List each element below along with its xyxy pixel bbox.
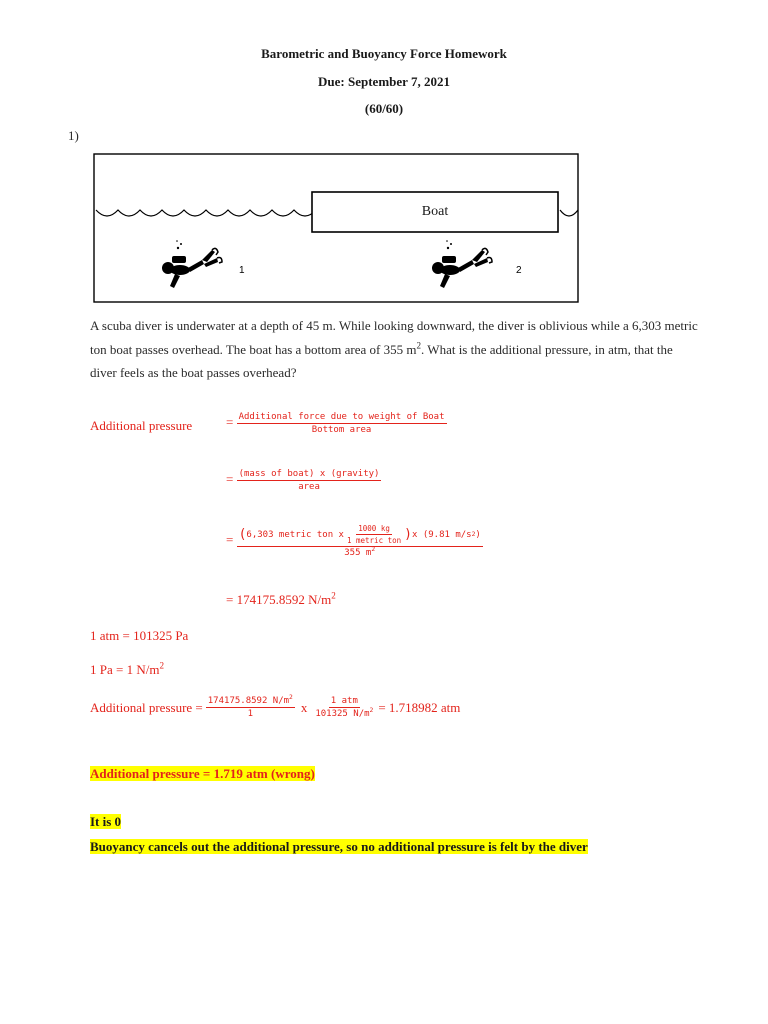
solution-step-1: = $\frac{\text{Additional force due to weight of Boat}}{\text{Bottom area}}$ — [226, 412, 445, 435]
wrong-answer: Additional pressure = 1.719 atm (wrong) — [90, 766, 315, 781]
score: (60/60) — [364, 101, 404, 116]
due-date: Due: September 7, 2021 — [318, 74, 450, 89]
atm-conversion: 1 atm = 101325 Pa — [90, 628, 189, 643]
boat-label: Boat — [421, 204, 449, 219]
pa-conversion: 1 Pa = 1 $N/m^2$ — [90, 660, 164, 677]
solution-step-4: = 174175.8592 $N/m^2$ — [226, 590, 336, 607]
question-number: 1) — [68, 128, 79, 143]
solution-lhs: Additional pressure — [90, 418, 193, 433]
correction-answer: It is 0 — [90, 814, 122, 829]
diver-2-label: 2 — [516, 265, 522, 276]
question-text: A scuba diver is underwater at a depth of 45 m. While looking downward, the diver is oblivious while a 6,303 metric ton boat passes overhead. The boat has a bottom area of 355 $m^2$. What is the additional pressure, in atm, that the diver feels as the boat passes overhead? — [90, 318, 698, 380]
solution-step-2: = $\frac{\text{(mass of boat) x (gravity)}}{\text{area}}$ — [226, 469, 380, 492]
final-calculation: Additional pressure = $\frac{174175.8592 N/m^2}{1}$ x $\frac{\text{1 atm}}{101325 N/m^2}$ = 1.718982 atm — [90, 694, 461, 719]
document-title: Barometric and Buoyancy Force Homework — [261, 46, 507, 61]
solution-step-3: = ( 6,303 metric ton x $\frac{1000 kg}{\text{1 metric ton}}$ ) x (9.81 m/s 2 ) 355 $m^2$ — [226, 524, 481, 558]
correction-explanation: Buoyancy cancels out the additional pressure, so no additional pressure is felt by the diver — [90, 839, 588, 854]
diver-1-label: 1 — [239, 265, 245, 276]
